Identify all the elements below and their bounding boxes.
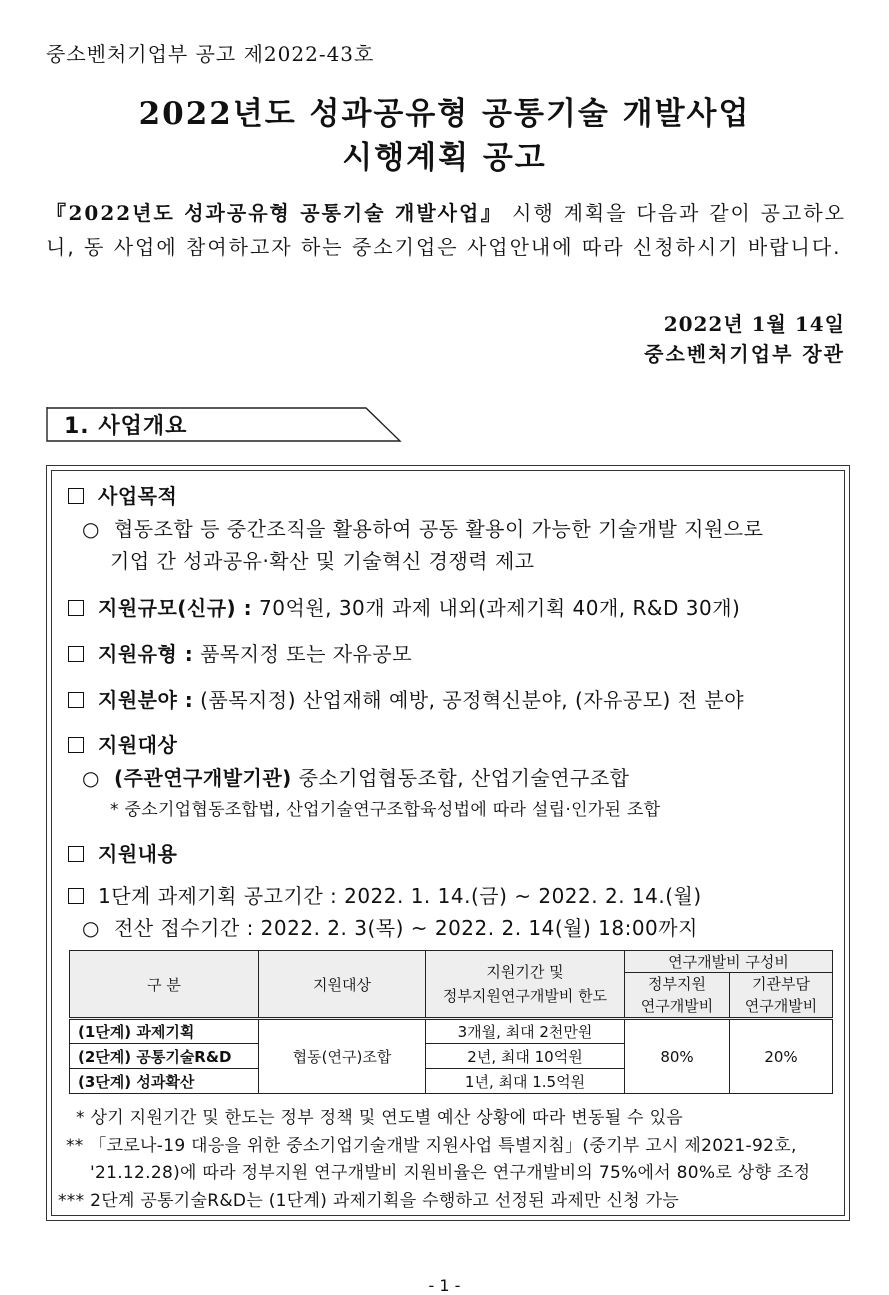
checkbox-square-icon [68, 846, 84, 862]
document-title-line2: 시행계획 공고 [342, 140, 547, 176]
checkbox-square-icon [68, 600, 84, 616]
note-1: * 상기 지원기간 및 한도는 정부 정책 및 연도별 예산 상황에 따라 변동될 수 있음 [76, 1108, 684, 1128]
stage-cell: (1단계) 과제기획 [70, 1019, 259, 1044]
notice-number: 중소벤처기업부 공고 제2022-43호 [46, 42, 375, 66]
inst-ratio-cell: 20% [730, 1019, 833, 1094]
checkbox-square-icon [68, 692, 84, 708]
section-title-tab [46, 407, 402, 443]
bullet-circle-icon: ○ [82, 517, 100, 541]
type-line [68, 638, 412, 667]
period-cell: 1년, 최대 1.5억원 [426, 1069, 625, 1094]
field-line [68, 684, 744, 713]
checkbox-square-icon [68, 737, 84, 753]
intro-text: 시행 계획을 다음과 같이 공고하오니, 동 사업에 참여하고자 하는 중소기업은 사업안내에 따라 신청하시기 바랍니다. [46, 201, 846, 259]
col-target: 지원대상 [259, 951, 426, 1019]
reception-line: ○ 전산 접수기간 : 2022. 2. 3(목) ~ 2022. 2. 14(월) 18:00까지 [82, 916, 698, 940]
col-division: 구 분 [70, 951, 259, 1019]
field-heading: 지원분야 : [98, 688, 194, 712]
bullet-circle-icon: ○ [82, 766, 100, 790]
page-number: - 1 - [428, 1276, 461, 1295]
note-2-line2: '21.12.28)에 따라 정부지원 연구개발비 지원비율은 연구개발비의 75%에서 80%로 상향 조정 [90, 1163, 811, 1183]
col-period: 지원기간 및 정부지원연구개발비 한도 [426, 951, 625, 1019]
intro-program-name: 『2022년도 성과공유형 공통기술 개발사업』 [46, 201, 504, 225]
target-note: * 중소기업협동조합법, 산업기술연구조합육성법에 따라 설립·인가된 조합 [110, 800, 661, 820]
col-cost: 연구개발비 구성비 [625, 951, 833, 973]
issuer: 중소벤처기업부 장관 [644, 342, 845, 366]
target-line [82, 762, 630, 791]
sub-checkbox-icon [68, 888, 84, 904]
target-bold: (주관연구개발기관) [113, 766, 292, 790]
checkbox-square-icon [68, 646, 84, 662]
period-cell: 3개월, 최대 2천만원 [426, 1019, 625, 1044]
document-title-line1: 2022년도 성과공유형 공통기술 개발사업 [138, 96, 751, 132]
type-value: 품목지정 또는 자유공모 [193, 642, 413, 666]
col-gov: 정부지원 연구개발비 [625, 973, 730, 1019]
section-title: 1. 사업개요 [64, 414, 188, 439]
stage-cell: (2단계) 공통기술R&D [70, 1044, 259, 1069]
scale-line [68, 592, 740, 621]
purpose-line1: ○ 협동조합 등 중간조직을 활용하여 공동 활용이 가능한 기술개발 지원으로 [82, 517, 764, 541]
table-row [70, 1019, 833, 1044]
field-value: (품목지정) 산업재해 예방, 공정혁신분야, (자유공모) 전 분야 [193, 688, 745, 712]
purpose-heading: 사업목적 [68, 480, 177, 509]
note-2-line1: ** 「코로나-19 대응을 위한 중소기업기술개발 지원사업 특별지침」(중기부 고시 제2021-92호, [66, 1136, 797, 1156]
bullet-circle-icon: ○ [82, 916, 100, 940]
stage1-line: 1단계 과제기획 공고기간 : 2022. 1. 14.(금) ~ 2022. 2. 14.(월) [68, 880, 702, 909]
target-cell: 협동(연구)조합 [259, 1019, 426, 1094]
checkbox-square-icon [68, 488, 84, 504]
gov-ratio-cell: 80% [625, 1019, 730, 1094]
target-heading: 지원대상 [68, 729, 177, 758]
type-heading: 지원유형 : [98, 642, 194, 666]
target-rest: 중소기업협동조합, 산업기술연구조합 [291, 766, 630, 790]
scale-value: 70억원, 30개 과제 내외(과제기획 40개, R&D 30개) [252, 596, 741, 620]
intro-paragraph [46, 196, 846, 264]
col-inst: 기관부담 연구개발비 [730, 973, 833, 1019]
support-table [69, 950, 833, 1094]
content-heading: 지원내용 [68, 838, 177, 867]
scale-heading: 지원규모(신규) : [98, 596, 253, 620]
stage-cell: (3단계) 성과확산 [70, 1069, 259, 1094]
notice-date: 2022년 1월 14일 [663, 312, 845, 336]
purpose-line2: 기업 간 성과공유·확산 및 기술혁신 경쟁력 제고 [110, 549, 535, 573]
note-3: *** 2단계 공통기술R&D는 (1단계) 과제기획을 수행하고 선정된 과제만 신청 가능 [58, 1191, 680, 1211]
period-cell: 2년, 최대 10억원 [426, 1044, 625, 1069]
